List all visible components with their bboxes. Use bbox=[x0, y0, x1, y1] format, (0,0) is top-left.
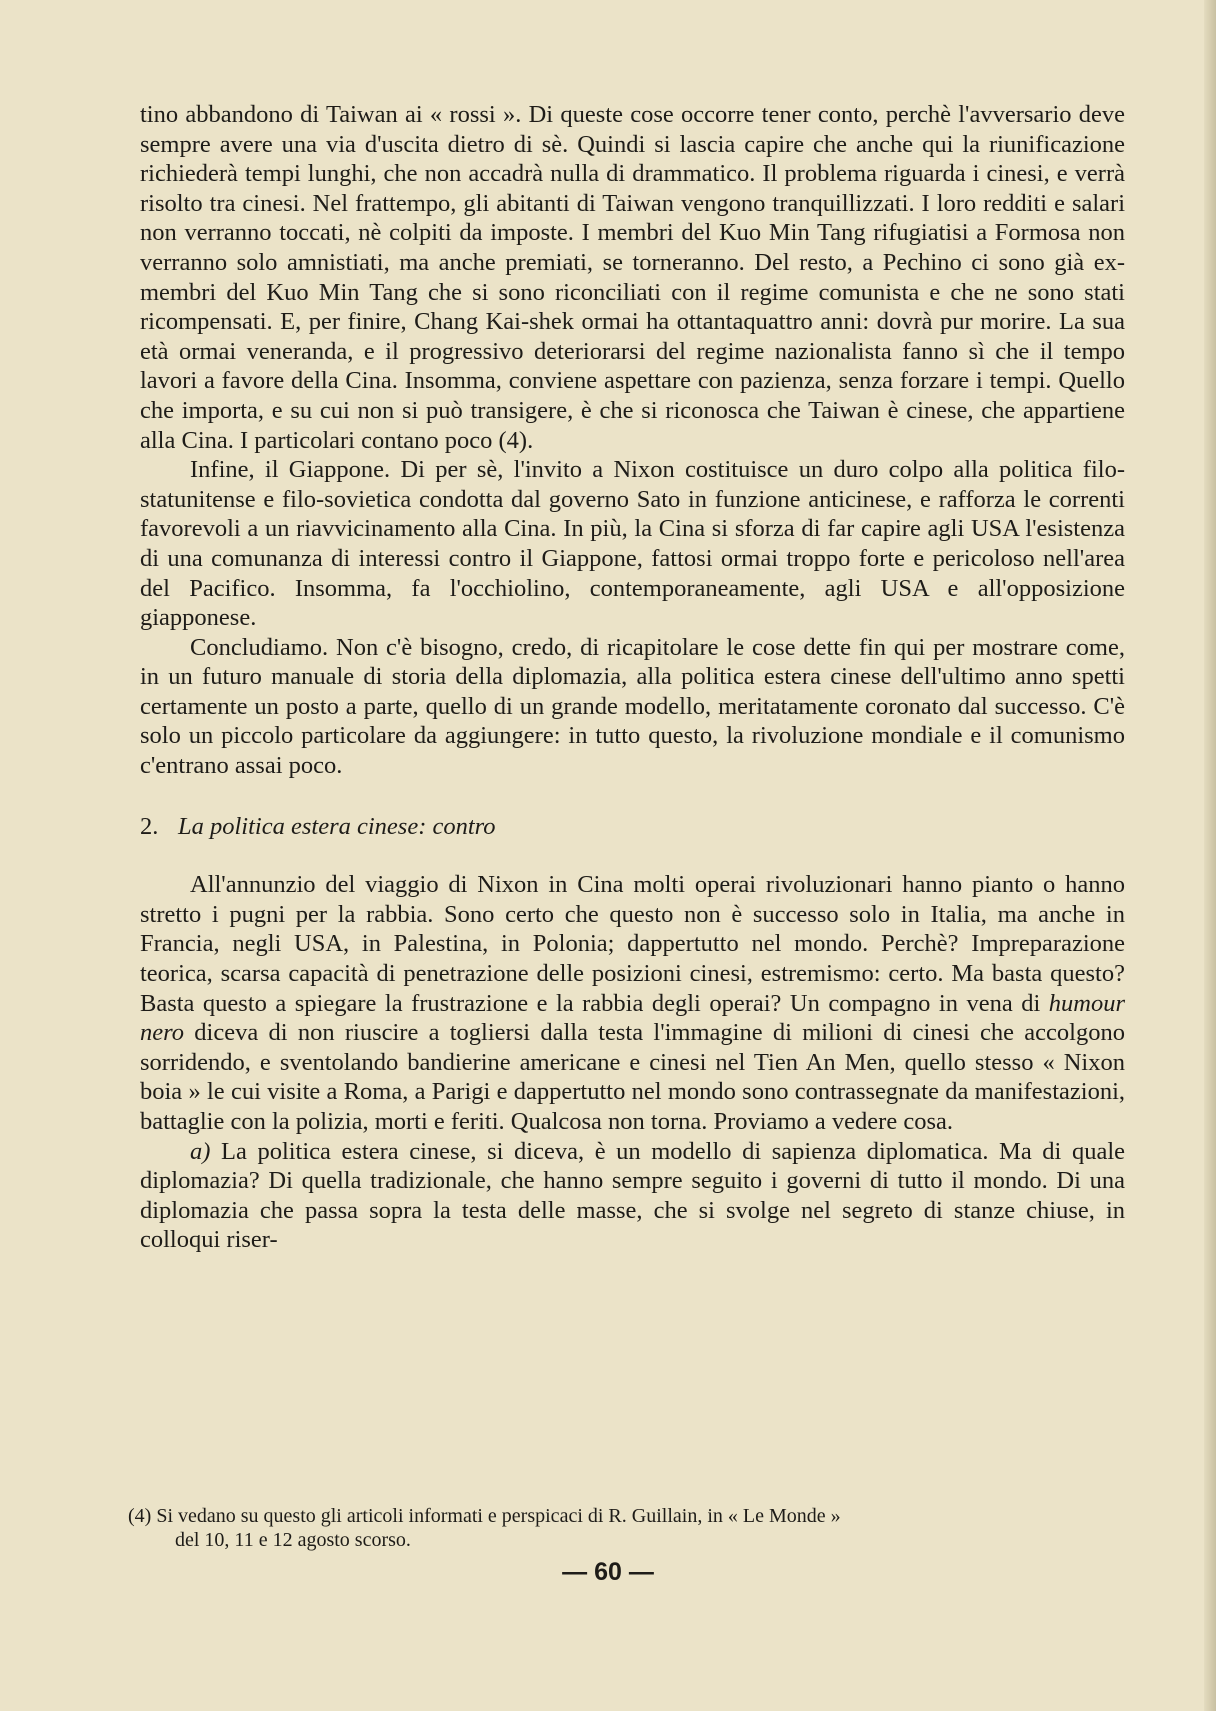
paragraph-giappone: Infine, il Giappone. Di per sè, l'invito a Nixon costituisce un duro colpo alla politica filo-statunitense e filo-sovietica condotta dal governo Sato in funzione anticinese, e rafforza le correnti favorevoli a un riavvicinamento alla Cina. In più, la Cina si sforza di far capire agli USA l'esistenza di una comunanza di interessi contro il Giappone, fattosi ormai troppo forte e pericoloso nell'area del Pacifico. Insomma, fa l'occhiolino, contemporaneamente, agli USA e all'opposizione giapponese. bbox=[140, 456, 1125, 632]
paragraph-concludiamo: Concludiamo. Non c'è bisogno, credo, di ricapitolare le cose dette fin qui per mostrare come, in un futuro manuale di storia della diplomazia, alla politica estera cinese dell'ultimo anno spetti certamente un posto a parte, quello di un grande modello, meritatamente coronato dal successo. C'è solo un piccolo particolare da aggiungere: in tutto questo, la rivoluzione mondiale e il comunismo c'entrano assai poco. bbox=[140, 633, 1125, 780]
section-heading bbox=[140, 812, 1125, 842]
item-label-a: a) bbox=[190, 1137, 211, 1165]
footnote-line-2: del 10, 11 e 12 agosto scorso. bbox=[175, 1529, 411, 1551]
paragraph-annunzio bbox=[140, 870, 1125, 1136]
paragraph-a bbox=[140, 1137, 1125, 1255]
paragraph-annunzio-part1: All'annunzio del viaggio di Nixon in Cina molti operai rivoluzionari hanno pianto o hanno stretto i pugni per la rabbia. Sono certo che questo non è successo solo in Italia, ma anche in Francia, negli USA, in Palestina, in Polonia; dappertutto nel mondo. Perchè? Impreparazione teorica, scarsa capacità di penetrazione delle posizioni cinesi, estremismo: certo. Ma basta questo? Basta questo a spiegare la frustrazione e la rabbia degli operai? Un compagno in vena di bbox=[140, 871, 1125, 1017]
emphasis-humour-nero: humour nero bbox=[140, 989, 1125, 1047]
footnote-line-1: (4) Si vedano su questo gli articoli informati e perspicaci di R. Guillain, in « Le Monde » bbox=[128, 1505, 841, 1527]
paragraph-a-text: La politica estera cinese, si diceva, è un modello di sapienza diplomatica. Ma di quale diplomazia? Di quella tradizionale, che hanno sempre seguito i governi di tutto il mondo. Di una diplomazia che passa sopra la testa delle masse, che si svolge nel segreto di stanze chiuse, in colloqui riser- bbox=[140, 1137, 1126, 1254]
paragraph-taiwan: tino abbandono di Taiwan ai « rossi ». Di queste cose occorre tener conto, perchè l'avversario deve sempre avere una via d'uscita dietro di sè. Quindi si lascia capire che anche qui la riunificazione richiederà tempi lunghi, che non accadrà nulla di drammatico. Il problema riguarda i cinesi, e verrà risolto tra cinesi. Nel frattempo, gli abitanti di Taiwan vengono tranquillizzati. I loro redditi e salari non verranno toccati, nè colpiti da imposte. I membri del Kuo Min Tang rifugiatisi a Formosa non verranno solo amnistiati, ma anche premiati, se torneranno. Del resto, a Pechino ci sono già ex-membri del Kuo Min Tang che si sono riconciliati con il regime comunista e che ne sono stati ricompensati. E, per finire, Chang Kai-shek ormai ha ottantaquattro anni: dovrà pur morire. La sua età ormai veneranda, e il progressivo deteriorarsi del regime nazionalista fanno sì che il tempo lavori a favore della Cina. Insomma, conviene aspettare con pazienza, senza forzare i tempi. Quello che importa, e su cui non si può transigere, è che si riconosca che Taiwan è cinese, che appartiene alla Cina. I particolari contano poco (4). bbox=[140, 101, 1125, 454]
section-title: La politica estera cinese: contro bbox=[178, 812, 496, 840]
body-text bbox=[140, 100, 1125, 1255]
page-number: — 60 — bbox=[562, 1558, 654, 1586]
footnote bbox=[128, 1504, 1128, 1552]
paragraph-annunzio-part2: diceva di non riuscire a togliersi dalla testa l'immagine di milioni di cinesi che accolgono sorridendo, e sventolando bandierine americane e cinesi nel Tien An Men, quello stesso « Nixon boia » le cui visite a Roma, a Parigi e dappertutto nel mondo sono contrassegnate da manifestazioni, battaglie con la polizia, morti e feriti. Qualcosa non torna. Proviamo a vedere cosa. bbox=[140, 1019, 1125, 1135]
page-edge bbox=[1204, 0, 1216, 1711]
section-number: 2. bbox=[140, 812, 159, 840]
